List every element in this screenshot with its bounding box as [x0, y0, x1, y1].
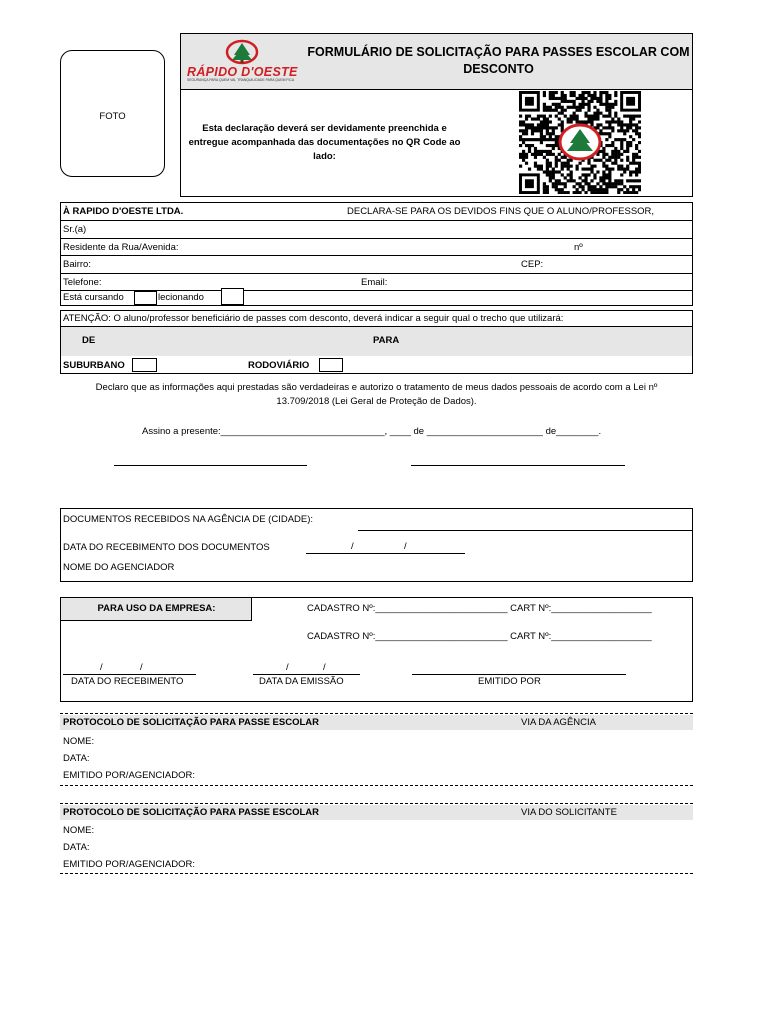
logo-tagline: SEGURANÇA PARA QUEM VAI, TRANQUILIDADE PARA QUEM FICA — [187, 78, 295, 82]
consent-line1: Declaro que as informações aqui prestadas são verdadeiras e autorizo o tratamento de meus dados pessoais de acordo com a Lei nº — [95, 382, 658, 393]
qr-code[interactable] — [519, 91, 641, 194]
instruction-line1: Esta declaração deverá ser devidamente preenchida e — [202, 123, 447, 134]
protocol-agency-issued[interactable]: EMITIDO POR/AGENCIADOR: — [63, 770, 195, 781]
issue-date-line[interactable] — [253, 674, 360, 675]
road-checkbox[interactable] — [319, 358, 343, 372]
protocol-agency-date[interactable]: DATA: — [63, 753, 90, 764]
phone-field[interactable]: Telefone: — [63, 277, 102, 288]
route-from: DE — [82, 335, 96, 346]
district-field[interactable]: Bairro: — [63, 259, 91, 270]
protocol-applicant-issued[interactable]: EMITIDO POR/AGENCIADOR: — [63, 859, 195, 870]
protocol-applicant-via: VIA DO SOLICITANTE — [521, 807, 617, 818]
docs-received-label: DOCUMENTOS RECEBIDOS NA AGÊNCIA DE (CIDADE): — [63, 514, 314, 525]
receipt-date-label: DATA DO RECEBIMENTO — [71, 676, 184, 687]
docs-date-label: DATA DO RECEBIMENTO DOS DOCUMENTOS — [63, 542, 270, 553]
company-name: À RAPIDO D'OESTE LTDA. — [63, 206, 184, 217]
protocol-applicant-title: PROTOCOLO DE SOLICITAÇÃO PARA PASSE ESCOLAR — [63, 807, 319, 818]
number-field[interactable]: nº — [574, 242, 583, 253]
signature-line-right[interactable] — [411, 465, 625, 466]
route-to: PARA — [373, 335, 400, 346]
suburban-checkbox[interactable] — [132, 358, 157, 372]
form-title-line1: FORMULÁRIO DE SOLICITAÇÃO PARA PASSES ESCOLAR COM — [307, 45, 690, 59]
email-field[interactable]: Email: — [361, 277, 388, 288]
route-attention: ATENÇÃO: O aluno/professor beneficiário de passes com desconto, deverá indicar a seguir qual o trecho que utilizará: — [63, 313, 564, 324]
address-field[interactable]: Residente da Rua/Avenida: — [63, 242, 179, 253]
instruction-line3: lado: — [313, 151, 336, 162]
protocol-agency-via: VIA DA AGÊNCIA — [521, 717, 596, 728]
header-divider — [181, 89, 692, 90]
instruction-line2: entregue acompanhada das documentações no QR Code ao — [188, 137, 461, 148]
sign-date-line[interactable]: Assino a presente:_______________________________, ____ de ______________________ de________. — [142, 426, 602, 437]
teaching-checkbox[interactable] — [221, 288, 244, 305]
consent-line2: 13.709/2018 (Lei Geral de Proteção de Dados). — [276, 396, 477, 407]
cadastro-row1[interactable]: CADASTRO Nº:_________________________ CART Nº:___________________ — [307, 603, 652, 614]
docs-date-line[interactable] — [306, 553, 465, 554]
protocol-agency-title: PROTOCOLO DE SOLICITAÇÃO PARA PASSE ESCOLAR — [63, 717, 319, 728]
issue-date-label: DATA DA EMISSÃO — [259, 676, 344, 687]
signature-line-left[interactable] — [114, 465, 307, 466]
road-label: RODOVIÁRIO — [248, 360, 310, 371]
studying-label: Está cursando — [63, 292, 124, 303]
form-title-line2: DESCONTO — [463, 62, 534, 76]
protocol-agency-name[interactable]: NOME: — [63, 736, 95, 747]
protocol-applicant-date[interactable]: DATA: — [63, 842, 90, 853]
receipt-date-line[interactable] — [63, 674, 196, 675]
teaching-label: lecionando — [158, 292, 204, 303]
agent-name-label: NOME DO AGENCIADOR — [63, 562, 175, 573]
studying-checkbox[interactable] — [134, 291, 157, 305]
declares-text: DECLARA-SE PARA OS DEVIDOS FINS QUE O ALUNO/PROFESSOR, — [347, 206, 655, 217]
cadastro-row2[interactable]: CADASTRO Nº:_________________________ CART Nº:___________________ — [307, 631, 652, 642]
cep-field[interactable]: CEP: — [521, 259, 544, 270]
suburban-label: SUBURBANO — [63, 360, 125, 371]
logo-name: RÁPIDO D'OESTE — [187, 65, 298, 79]
issued-by-line[interactable] — [412, 674, 626, 675]
sr-field[interactable]: Sr.(a) — [63, 224, 87, 235]
company-use-header: PARA USO DA EMPRESA: — [97, 603, 216, 614]
docs-received-city-line[interactable] — [358, 530, 692, 531]
protocol-applicant-name[interactable]: NOME: — [63, 825, 95, 836]
photo-label: FOTO — [99, 111, 126, 122]
issued-by-label: EMITIDO POR — [478, 676, 541, 687]
